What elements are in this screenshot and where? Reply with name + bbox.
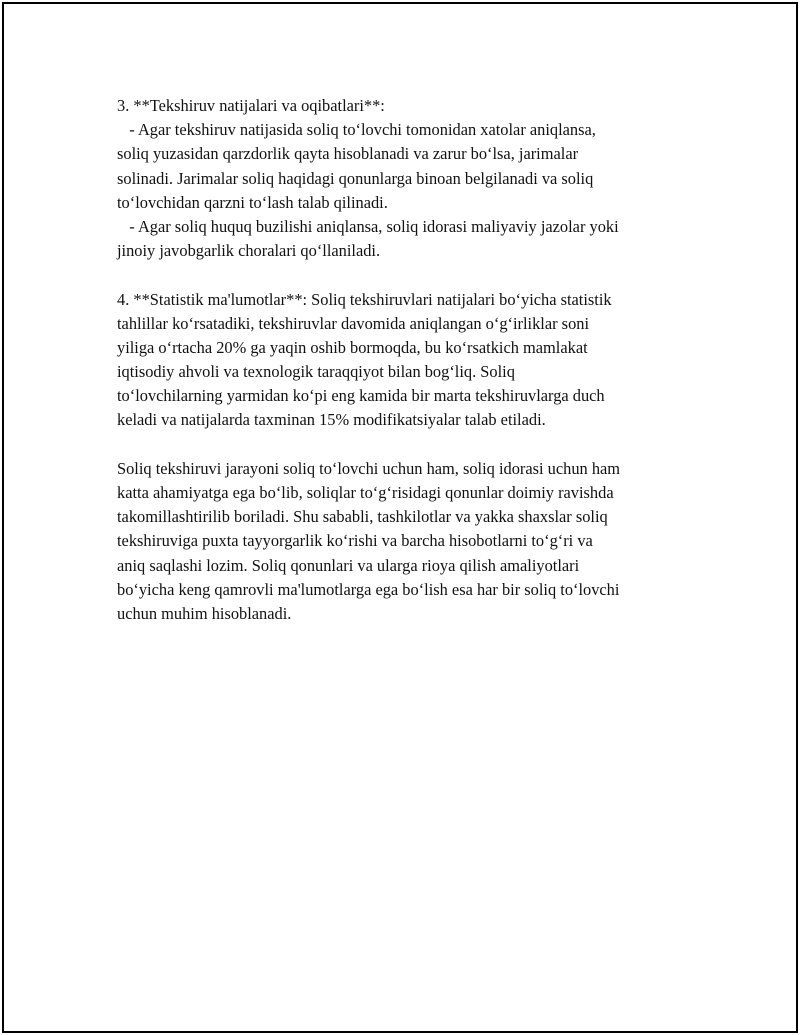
text-line: aniq saqlashi lozim. Soliq qonunlari va ularga rioya qilish amaliyotlari [117, 555, 580, 575]
paragraph-statistics [117, 288, 697, 433]
text-line: tekshiruviga puxta tayyorgarlik ko‘rishi va barcha hisobotlarni to‘g‘ri va [117, 531, 593, 551]
text-line: keladi va natijalarda taxminan 15% modifikatsiyalar talab etiladi. [117, 410, 546, 430]
text-line: to‘lovchidan qarzni to‘lash talab qilinadi. [117, 192, 388, 212]
document-body [117, 94, 697, 626]
text-line: yiliga o‘rtacha 20% ga yaqin oshib bormoqda, bu ko‘rsatkich mamlakat [117, 337, 588, 357]
paragraph-conclusion [117, 457, 697, 626]
paragraph-spacer [117, 263, 697, 287]
text-line: katta ahamiyatga ega bo‘lib, soliqlar to‘g‘risidagi qonunlar doimiy ravishda [117, 483, 614, 502]
text-line: to‘lovchilarning yarmidan ko‘pi eng kamida bir marta tekshiruvlarga duch [117, 386, 605, 406]
text-line: 3. **Tekshiruv natijalari va oqibatlari**: [117, 96, 385, 115]
paragraph-spacer [117, 433, 697, 457]
text-line: solinadi. Jarimalar soliq haqidagi qonunlarga binoan belgilanadi va soliq [117, 168, 594, 188]
text-line: takomillashtirilib boriladi. Shu sababli, tashkilotlar va yakka shaxslar soliq [117, 507, 608, 527]
text-line: iqtisodiy ahvoli va texnologik taraqqiyot bilan bog‘liq. Soliq [117, 362, 515, 382]
text-line: - Agar tekshiruv natijasida soliq to‘lovchi tomonidan xatolar aniqlansa, [117, 120, 596, 140]
text-line: uchun muhim hisoblanadi. [117, 603, 292, 623]
text-line: tahlillar ko‘rsatadiki, tekshiruvlar davomida aniqlangan o‘g‘irliklar soni [117, 313, 590, 333]
text-line: Soliq tekshiruvi jarayoni soliq to‘lovchi uchun ham, soliq idorasi uchun ham [117, 458, 621, 478]
text-line: soliq yuzasidan qarzdorlik qayta hisoblanadi va zarur bo‘lsa, jarimalar [117, 144, 579, 164]
text-line: bo‘yicha keng qamrovli ma'lumotlarga ega bo‘lish esa har bir soliq to‘lovchi [117, 579, 620, 599]
text-line: 4. **Statistik ma'lumotlar**: Soliq tekshiruvlari natijalari bo‘yicha statistik [117, 289, 612, 309]
text-line: jinoiy javobgarlik choralari qo‘llaniladi. [117, 241, 381, 261]
text-line: - Agar soliq huquq buzilishi aniqlansa, soliq idorasi maliyaviy jazolar yoki [117, 216, 619, 236]
paragraph-inspection-results [117, 94, 697, 263]
